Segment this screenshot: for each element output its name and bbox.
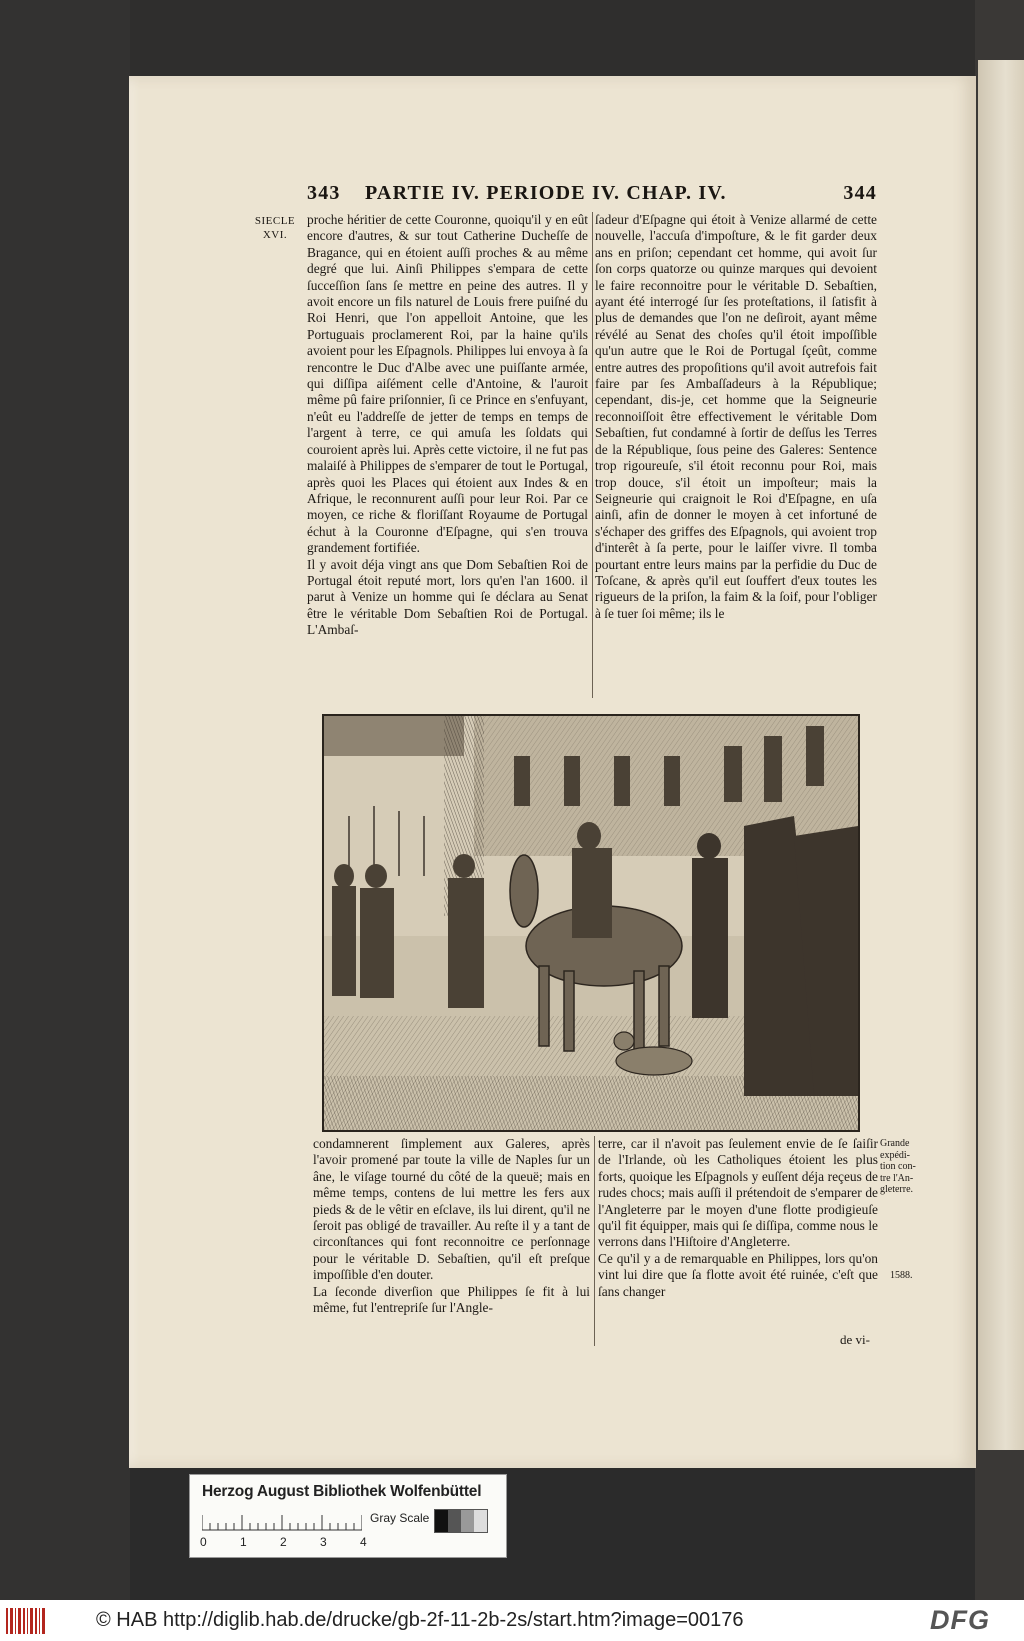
column-3-text: condamnerent ſimplement aux Galeres, après l'avoir promené par toute la ville de Naples ſur un âne, le viſage tourné du côté de la queuë; mais en même temps, contens de lui mettre les fers aux pieds & de le vêtir en eſclave, ils lui dirent, qu'il ne ſeroit pas obligé de travailler. Au reſte il y a tant de circonſtances qui font reconnoitre ce perſonnage pour le véritable D. Sebaſtien, qu'il eſt preſque impoſſible d'en douter. La ſeconde diverſion que Philippes ſe fit à lui même, fut l'entrepriſe ſur l'Angle-: [313, 1136, 590, 1316]
column-rule-top: [592, 212, 593, 698]
margin-siecle: SIECLE XVI.: [254, 215, 296, 241]
engraving-drawing: [324, 716, 858, 1130]
text-column-3: [313, 1136, 590, 1348]
barcode-icon: [6, 1606, 46, 1636]
next-page-edge: [978, 60, 1024, 1450]
footer-bar: [0, 1600, 1024, 1641]
text-column-1: [307, 212, 588, 700]
running-title: PARTIE IV. PERIODE IV. CHAP. IV.: [365, 182, 727, 204]
scale-numbers: [200, 1535, 370, 1551]
library-label: [189, 1474, 507, 1558]
text-column-4: [598, 1136, 878, 1348]
library-title: Herzog August Bibliothek Wolfenbüttel: [202, 1483, 482, 1500]
text-column-2: [595, 212, 877, 700]
column-4-text: terre, car il n'avoit pas ſeulement envie de ſe ſaiſir de l'Irlande, où les Catholiques étoient les plus forts, quoique les Eſpagnols y euſſent déja reçeus de rudes chocs; mais auſſi il prétendoit de s'emparer de l'Angleterre par le moyen d'une flotte prodigieuſe qu'il fit équipper, mais qui ſe diſſipa, comme nous le verrons dans l'Hiſtoire d'Angleterre. Ce qu'il y a de remarquable en Philippes, lors qu'on vint lui dire que ſa flotte avoit été ruinée, c'eſt que ſans changer: [598, 1136, 878, 1299]
scale-tick-1: 1: [240, 1535, 247, 1549]
catchword: de vi-: [840, 1332, 870, 1347]
column-rule-bottom: [594, 1136, 595, 1346]
background-left: [0, 0, 130, 1600]
scale-tick-0: 0: [200, 1535, 207, 1549]
scale-tick-2: 2: [280, 1535, 287, 1549]
dfg-logo: DFG: [930, 1605, 990, 1635]
column-1-text: proche héritier de cette Couronne, quoiqu'il y en eût encore d'autres, & sur tout Catherine Ducheſſe de Bragance, qui en étoient auſſi proches & au même degré que lui. Ainſi Philippes s'empara de cette ſucceſſion ſans ſe mettre en peine des autres. Il y avoit encore un fils naturel de Louis frere puiſné du Roi Henri, que l'on appelloit Antoine, que les Portuguais proclamerent Roi, par la haine qu'ils avoient pour les Eſpagnols. Philippes lui envoya à ſa rencontre le Duc d'Albe avec une puiſſante armée, qui diſſipa aiſément celle d'Antoine, & l'auroit même pû faire priſonnier, ſi ce Prince en s'enfuyant, n'eût eu l'addreſſe de jetter de temps en temps de l'argent à terre, ce qui amuſa les ſoldats qui couroient après lui. Après cette victoire, il ne fut pas malaiſé à Philippes de s'emparer de tout le Portugal, après quoi les Places qui étoient aux Indes & en Afrique, le reconnurent auſſi pour leur Roi. Par ce moyen, ce riche & floriſſant Royaume de Portugal échut à la Couronne d'Eſpagne, qui s'en trouva grandement fortifiée. Il y avoit déja vingt ans que Dom Sebaſtien Roi de Portugal étoit reputé mort, lors qu'en l'an 1600. il parut à Venize un homme qui ſe déclara au Senat être le véritable Dom Sebaſtien Roi de Portugal. L'Ambaſ-: [307, 212, 588, 638]
grayscale-label: Gray Scale: [370, 1511, 430, 1525]
page-number-left: 343: [307, 182, 341, 204]
page-number-right: 344: [843, 182, 877, 204]
running-header: [307, 182, 877, 210]
scale-ruler: [202, 1511, 362, 1531]
background-top: [0, 0, 1024, 78]
footer-url[interactable]: © HAB http://diglib.hab.de/drucke/gb-2f-11-2b-2s/start.htm?image=00176: [96, 1609, 744, 1631]
margin-year: 1588.: [890, 1270, 913, 1281]
scale-tick-3: 3: [320, 1535, 327, 1549]
column-2-text: ſadeur d'Eſpagne qui étoit à Venize allarmé de cette nouvelle, l'accuſa d'impoſture, & le fit garder deux ans en priſon; cependant cet homme, qui avoit ſur ſon corps quatorze ou quinze marques qui devoient le faire reconnoitre pour le véritable D. Sebaſtien, ayant été interrogé ſur ſes proteſtations, il ſatisfit à plus de demandes que l'on ne deſiroit, ayant même révélé au Senat des choſes qu'il étoit impoſſible qu'un autre que le Roi de Portugal ſçeût, comme entre autres des propoſitions qu'il avoit autrefois fait faire par ſes Ambaſſadeurs à la République; cependant, dis-je, cet homme que la Seigneurie reconnoiſſoit être effectivement le véritable Dom Sebaſtien, fut condamné à ſortir de deſſus les Terres de la République, ſous peine des Galeres: Sentence trop rigoureuſe, s'il étoit reconnu pour Roi, mais trop douce, s'il étoit un impoſteur; mais la Seigneurie qui craignoit le Roi d'Eſpagne, en uſa ainſi, afin de donner le moyen à cet infortuné de s'échaper des griffes des Eſpagnols, qui avoient trop d'interêt à ſa perte, pour le laiſſer vivre. Il tomba pourtant entre leurs mains par la perfidie du Duc de Toſcane, & après qu'il eut ſouffert d'eux toutes les rigueurs de la priſon, la faim & la ſoif, pour l'obliger à ſe tuer ſoi même; ils le: [595, 212, 877, 621]
grayscale-swatch: [434, 1509, 488, 1533]
margin-note: Grande expédi- tion con- tre l'An- gleterre.: [880, 1138, 916, 1195]
scale-tick-4: 4: [360, 1535, 367, 1549]
engraving-illustration: [322, 714, 860, 1132]
